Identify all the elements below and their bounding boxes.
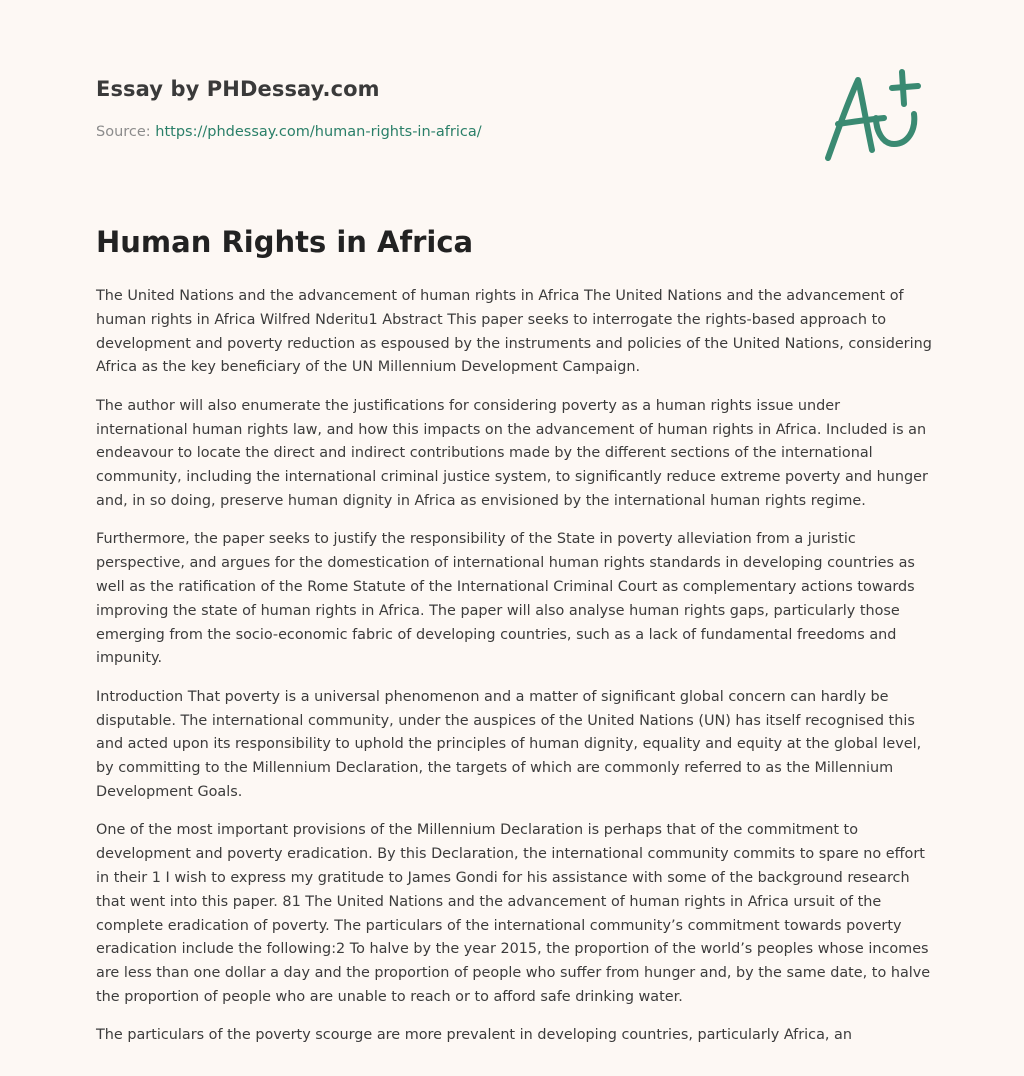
essay-page: [96, 0, 932, 1044]
a-plus-grade-icon: [822, 66, 926, 166]
essay-body: [96, 285, 932, 1063]
page-header: [96, 0, 932, 190]
essay-title: Human Rights in Africa: [96, 225, 474, 259]
source-label: Source:: [96, 124, 151, 140]
essay-paragraph: Introduction That poverty is a universal phenomenon and a matter of significant global concern can hardly be disputable. The international community, under the auspices of the United Nations (UN) has itself recognised this and acted upon its responsibility to uphold the principles of human dignity, equality and equity at the global level, by committing to the Millennium Declaration, the targets of which are commonly referred to as the Millennium Development Goals.: [96, 688, 922, 800]
site-brand: Essay by PHDessay.com: [96, 77, 380, 101]
essay-paragraph: Furthermore, the paper seeks to justify the responsibility of the State in poverty alleviation from a juristic perspective, and argues for the domestication of international human rights standards in developing countries as well as the ratification of the Rome Statute of the International Criminal Court as complementary actions towards improving the state of human rights in Africa. The paper will also analyse human rights gaps, particularly those emerging from the socio-economic fabric of developing countries, such as a lack of fundamental freedoms and impunity.: [96, 531, 915, 667]
source-line: [96, 124, 482, 140]
essay-paragraph: The particulars of the poverty scourge are more prevalent in developing countries, particularly Africa, an: [96, 1027, 852, 1044]
essay-paragraph: The author will also enumerate the justifications for considering poverty as a human rights issue under international human rights law, and how this impacts on the advancement of human rights in Africa. Included is an endeavour to locate the direct and indirect contributions made by the different sections of the international community, including the international criminal justice system, to significantly reduce extreme poverty and hunger and, in so doing, preserve human dignity in Africa as envisioned by the international human rights regime.: [96, 397, 928, 509]
essay-paragraph: The United Nations and the advancement of human rights in Africa The United Nations and the advancement of human rights in Africa Wilfred Nderitu1 Abstract This paper seeks to interrogate the rights-based approach to development and poverty reduction as espoused by the instruments and policies of the United Nations, considering Africa as the key beneficiary of the UN Millennium Development Campaign.: [96, 288, 932, 376]
source-link[interactable]: https://phdessay.com/human-rights-in-africa/: [155, 124, 482, 140]
essay-paragraph: One of the most important provisions of the Millennium Declaration is perhaps that of the commitment to development and poverty eradication. By this Declaration, the international community commits to spare no effort in their 1 I wish to express my gratitude to James Gondi for his assistance with some of the background research that went into this paper. 81 The United Nations and the advancement of human rights in Africa ursuit of the complete eradication of poverty. The particulars of the international community’s commitment towards poverty eradication include the following:2 To halve by the year 2015, the proportion of the world’s peoples whose incomes are less than one dollar a day and the proportion of people who suffer from hunger and, by the same date, to halve the proportion of people who are unable to reach or to afford safe drinking water.: [96, 822, 931, 1005]
